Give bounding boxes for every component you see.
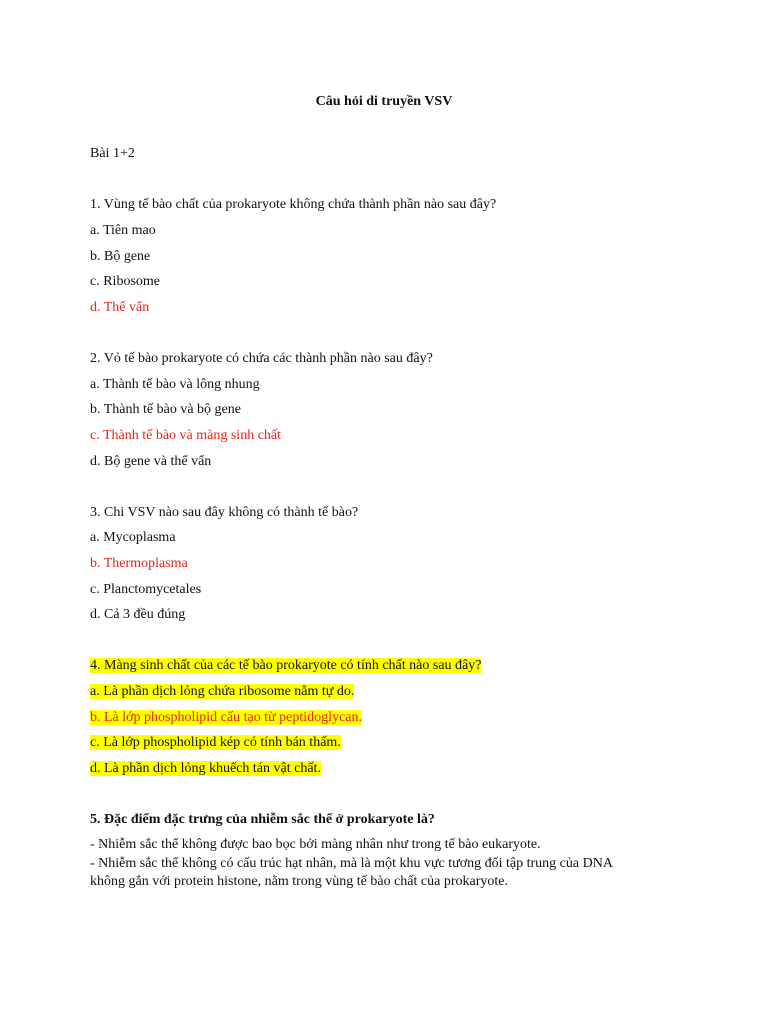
q4-option-d: d. Là phần dịch lỏng khuếch tán vật chất.: [90, 761, 321, 776]
question-5: 5. Đặc điểm đặc trưng của nhiễm sắc thể ở prokaryote là?: [90, 812, 435, 827]
q3-option-b-correct: b. Thermoplasma: [90, 556, 188, 571]
q4-option-a: a. Là phần dịch lỏng chứa ribosome nằm tự do.: [90, 684, 355, 699]
q4-option-a-row: [90, 683, 354, 701]
q4-option-b-row: [90, 709, 362, 727]
question-2: 2. Vỏ tế bào prokaryote có chứa các thành phần nào sau đây?: [90, 351, 433, 366]
q3-option-a: a. Mycoplasma: [90, 530, 176, 545]
q4-option-c-row: [90, 734, 341, 752]
question-4-row: [90, 657, 481, 675]
q4-option-d-row: [90, 760, 321, 778]
q3-option-c: c. Planctomycetales: [90, 582, 202, 597]
q3-option-d: d. Cả 3 đều đúng: [90, 607, 186, 622]
q5-answer-line-1: - Nhiễm sắc thể không được bao bọc bởi màng nhân như trong tế bào eukaryote.: [90, 837, 541, 852]
q1-option-c: c. Ribosome: [90, 274, 160, 289]
section-heading: Bài 1+2: [90, 146, 135, 161]
question-1: 1. Vùng tế bào chất của prokaryote không chứa thành phần nào sau đây?: [90, 197, 497, 212]
q4-option-b-correct: b. Là lớp phospholipid cấu tạo từ peptidoglycan.: [90, 710, 362, 725]
q5-answer-line-2: - Nhiễm sắc thể không có cấu trúc hạt nhân, mà là một khu vực tương đối tập trung của DNA: [90, 856, 613, 871]
question-3: 3. Chi VSV nào sau đây không có thành tế bào?: [90, 505, 359, 520]
q1-option-b: b. Bộ gene: [90, 249, 151, 264]
q2-option-a: a. Thành tế bào và lông nhung: [90, 377, 260, 392]
q2-option-d: d. Bộ gene và thể vẩn: [90, 454, 212, 469]
q5-answer-line-3: không gắn với protein histone, nằm trong vùng tế bào chất của prokaryote.: [90, 874, 508, 889]
q2-option-c-correct: c. Thành tế bào và màng sinh chất: [90, 428, 282, 443]
q4-option-c: c. Là lớp phospholipid kép có tính bán thấm.: [90, 735, 341, 750]
q2-option-b: b. Thành tế bào và bộ gene: [90, 402, 241, 417]
question-4: 4. Màng sinh chất của các tế bào prokaryote có tính chất nào sau đây?: [90, 658, 482, 673]
q1-option-d-correct: d. Thể vẩn: [90, 300, 150, 315]
document-title: Câu hỏi di truyền VSV: [315, 94, 453, 109]
q1-option-a: a. Tiên mao: [90, 223, 156, 238]
